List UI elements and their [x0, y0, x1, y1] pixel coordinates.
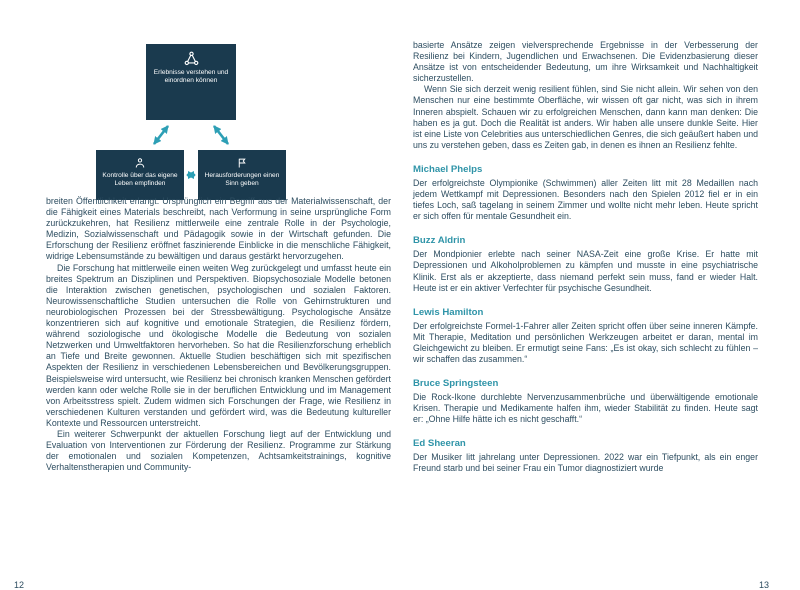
page-number-left: 12	[14, 580, 25, 590]
celebrity-heading: Buzz Aldrin	[413, 235, 466, 247]
diagram-box-experiences	[146, 44, 236, 120]
resilience-diagram	[46, 44, 346, 204]
celebrity-section-lewis-hamilton	[413, 307, 758, 365]
celebrity-heading: Michael Phelps	[413, 163, 483, 175]
person-icon	[134, 157, 146, 169]
celebrity-text: Die Rock-Ikone durchlebte Nervenzusammenbrüche und überwältigende emotionale Krisen. Therapie und Medikamente halfen ihm, wieder Stabilität zu finden. Heute sagt er: „Ohne Hilfe hätte ich es nicht geschafft.“	[413, 392, 758, 425]
body-paragraph: breiten Öffentlichkeit erlangt. Ursprünglich ein Begriff aus der Materialwissenschaft, der die Fähigkeit eines Materials beschreibt, nach Verformung in seine ursprüngliche Form zurückzukehren, hat Resilienz mittlerweile eine zentrale Rolle in der Psychologie, Medizin, Sozialwissenschaft und Pädagogik sowie in der Wirtschaft gefunden. Die Erforschung der Resilienz eröffnet faszinierende Einblicke in die menschliche Fähigkeit, widrige Lebensumstände zu bewältigen und daraus gestärkt hervorzugehen.	[46, 196, 391, 262]
diagram-box-label: Erlebnisse verstehen und einordnen können	[153, 69, 229, 85]
diagram-box-label: Kontrolle über das eigene Leben empfinden	[102, 172, 178, 188]
celebrity-text: Der erfolgreichste Formel-1-Fahrer aller Zeiten spricht offen über seine inneren Kämpfe. Mit Therapie, Meditation und persönlichen Werkzeugen arbeitet er daran, mental im Gleichgewicht zu bleiben. Er ermutigt seine Fans: „Es ist okay, sich schlecht zu fühlen – wir schaffen das zusammen.“	[413, 320, 758, 364]
diagram-box-label: Herausforderungen einen Sinn geben	[204, 172, 280, 188]
body-paragraph: basierte Ansätze zeigen vielversprechende Ergebnisse in der Verbesserung der Resilienz bei Kindern, Jugendlichen und Erwachsenen. Die Evidenzbasierung dieser Ansätze ist von entscheidender Bedeutung, um ihre Wirksamkeit und Nachhaltigkeit sicherzustellen.	[413, 40, 758, 84]
network-icon	[184, 51, 199, 66]
right-text-column	[413, 40, 758, 475]
celebrity-heading: Bruce Springsteen	[413, 378, 499, 390]
celebrity-section-michael-phelps	[413, 164, 758, 222]
celebrity-section-buzz-aldrin	[413, 235, 758, 293]
celebrity-text: Der Mondpionier erlebte nach seiner NASA-Zeit eine große Krise. Er hatte mit Depressionen und Alkoholproblemen zu kämpfen und musste in eine psychiatrische Klinik. Erst als er akzeptierte, dass niemand perfekt sein muss, fand er wieder Halt. Heute ist er ein aktiver Verfechter für psychische Gesundheit.	[413, 249, 758, 293]
celebrity-heading: Lewis Hamilton	[413, 306, 484, 318]
celebrity-heading: Ed Sheeran	[413, 438, 466, 450]
body-paragraph: Wenn Sie sich derzeit wenig resilient fühlen, sind Sie nicht allein. Wir sehen von den Menschen nur eine bestimmte Oberfläche, wir wissen oft gar nicht, was sich in ihrem Inneren abspielt. Schauen wir zu erfolgreichen Menschen, dann kann man denken: Die haben es ja gut. Doch die Realität ist anders. Wir haben alle unsere dunkle Seite. Hier ist eine Liste von Celebrities aus unterschiedlichen Genres, die sich geäußert haben und uns zu verstehen geben, dass es Zeiten gab, in denen es ihnen an Resilienz fehlte.	[413, 84, 758, 150]
celebrity-section-ed-sheeran	[413, 438, 758, 474]
diagram-box-meaning	[198, 150, 286, 200]
page-number-right: 13	[758, 580, 769, 590]
body-paragraph: Die Forschung hat mittlerweile einen weiten Weg zurückgelegt und umfasst heute ein breites Spektrum an Disziplinen und Perspektiven. Biopsychosoziale Modelle betonen die Interaktion zwischen genetischen, psychologischen und sozialen Faktoren. Neurowissenschaftliche Studien untersuchen die Rolle von Gehirnstrukturen und neurobiologischen Prozessen bei der Stressbewältigung. Psychologische Ansätze konzentrieren sich auf kognitive und emotionale Strategien, die Resilienz fördern, während soziologische und ökologische Modelle die Bedeutung von sozialen Netzwerken und Umweltfaktoren hervorheben. So hat die Resilienzforschung erheblich an Tiefe und Breite gewonnen. Aktuelle Studien beschäftigen sich mit spezifischen Aspekten der Resilienz in verschiedenen Lebensbereichen und Bevölkerungsgruppen. Beispielsweise wird untersucht, wie Resilienz bei chronisch kranken Menschen gefördert werden kann oder welche Rolle sie in der beruflichen Entwicklung und im Management von Arbeitsstress spielt. Zudem widmen sich Forschungen der Frage, wie Resilienz in verschiedenen Kulturen verstanden und gefördert wird, was die Bedeutung kultureller Kontexte und Ressourcen unterstreicht.	[46, 262, 391, 428]
celebrity-section-bruce-springsteen	[413, 378, 758, 425]
diagram-box-control	[96, 150, 184, 200]
left-text-column	[46, 196, 391, 473]
page-right	[400, 0, 800, 590]
celebrity-text: Der erfolgreichste Olympionike (Schwimmen) aller Zeiten litt mit 28 Medaillen nach jedem Wettkampf mit Depressionen. Besonders nach den Spielen 2012 fiel er in ein tiefes Loch, saß tagelang in seinem Zimmer und wollte nicht mehr leben. Heute spricht er sich offen für mentale Gesundheit ein.	[413, 177, 758, 222]
celebrity-text: Der Musiker litt jahrelang unter Depressionen. 2022 war ein Tiefpunkt, als ein enger Freund starb und bei seiner Frau ein Tumor diagnostiziert wurde	[413, 452, 758, 474]
body-paragraph: Ein weiterer Schwerpunkt der aktuellen Forschung liegt auf der Entwicklung und Evaluation von Interventionen zur Förderung der Resilienz. Programme zur Stärkung der emotionalen und sozialen Kompetenzen, Achtsamkeitstrainings, kognitive Verhaltenstherapien und Community-	[46, 428, 391, 473]
flag-icon	[236, 157, 248, 169]
